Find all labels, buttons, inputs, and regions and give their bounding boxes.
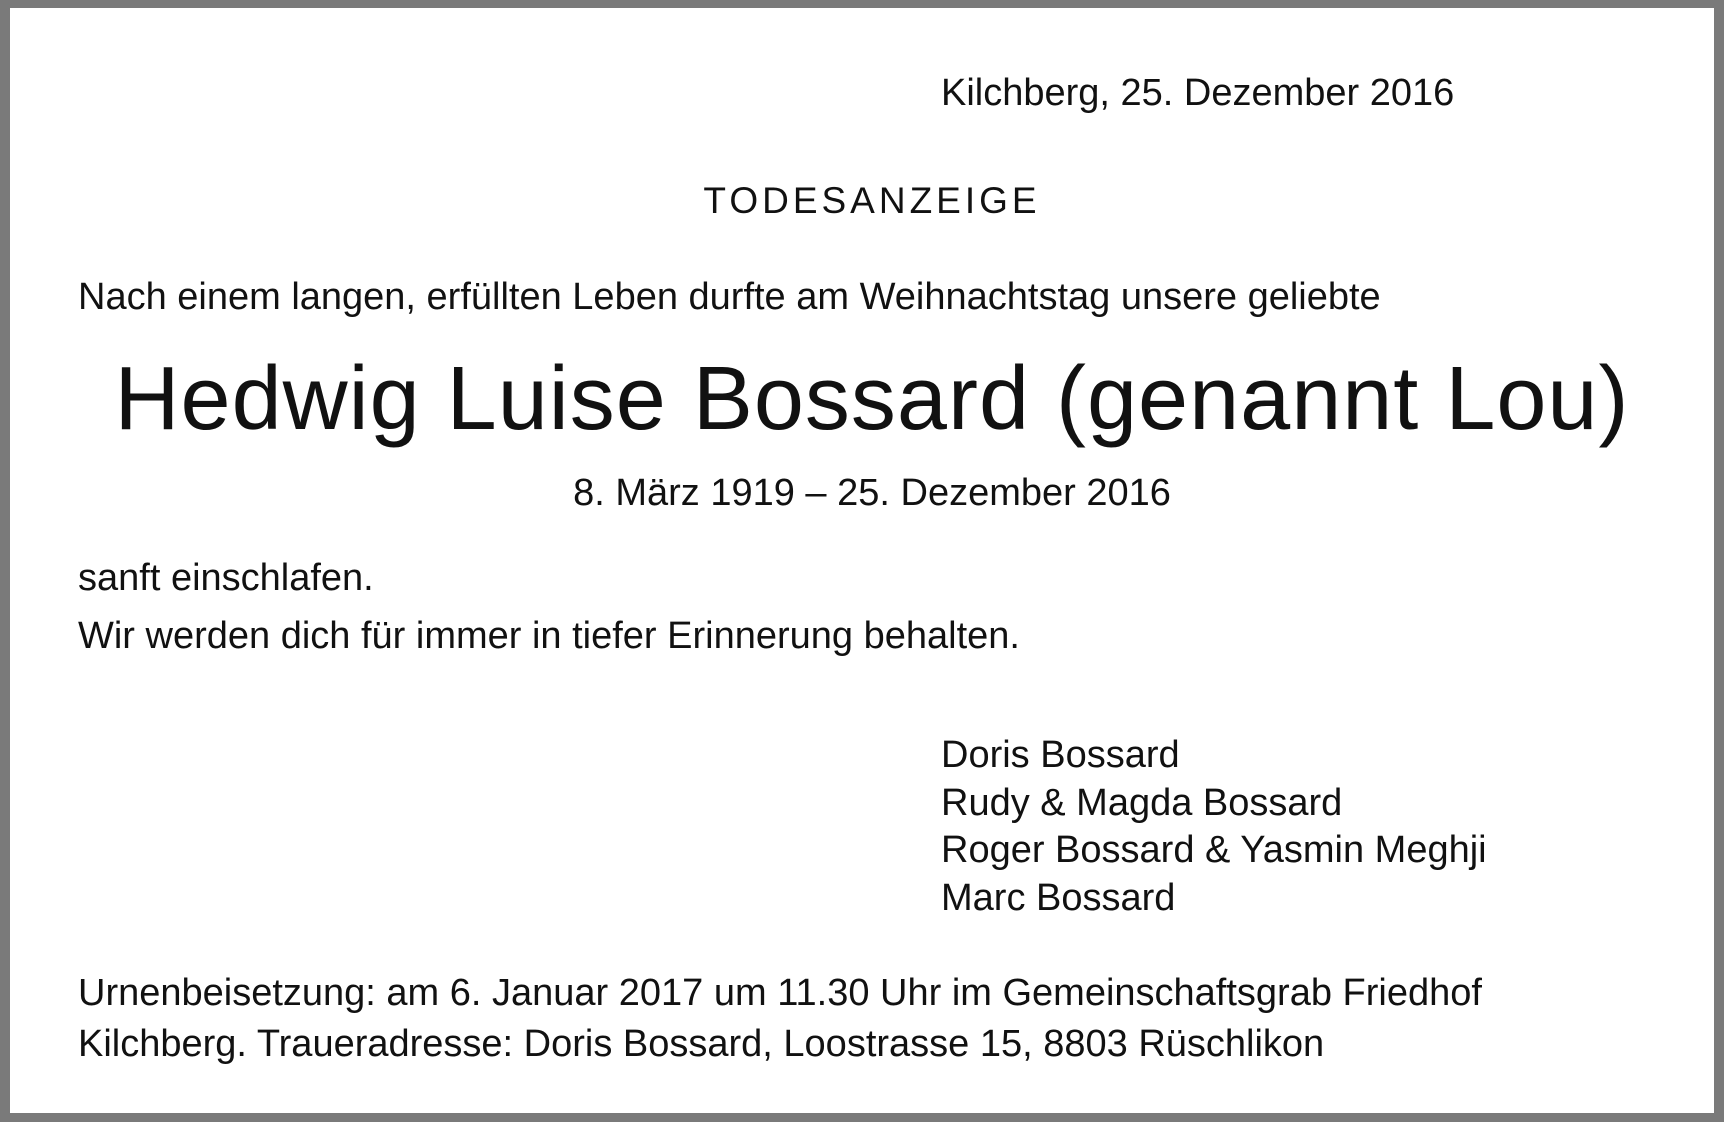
deceased-name: Hedwig Luise Bossard (genannt Lou) bbox=[114, 349, 1630, 449]
after-text: sanft einschlafen. bbox=[78, 557, 374, 599]
notice-heading: TODESANZEIGE bbox=[703, 180, 1041, 221]
memory-text: Wir werden dich für immer in tiefer Erinnerung behalten. bbox=[78, 615, 1020, 657]
signer: Marc Bossard bbox=[941, 876, 1176, 919]
signers-list bbox=[941, 732, 1487, 922]
signer: Roger Bossard & Yasmin Meghji bbox=[941, 829, 1487, 871]
life-dates: 8. März 1919 – 25. Dezember 2016 bbox=[573, 472, 1171, 514]
signer: Rudy & Magda Bossard bbox=[941, 781, 1343, 824]
burial-info-line-1: Urnenbeisetzung: am 6. Januar 2017 um 11.30 Uhr im Gemeinschaftsgrab Friedhof bbox=[78, 972, 1482, 1014]
signer: Doris Bossard bbox=[941, 734, 1180, 776]
burial-info-line-2: Kilchberg. Traueradresse: Doris Bossard, Loostrasse 15, 8803 Rüschlikon bbox=[78, 1023, 1325, 1065]
place-date: Kilchberg, 25. Dezember 2016 bbox=[941, 72, 1455, 114]
intro-text: Nach einem langen, erfüllten Leben durfte am Weihnachtstag unsere geliebte bbox=[78, 276, 1381, 318]
